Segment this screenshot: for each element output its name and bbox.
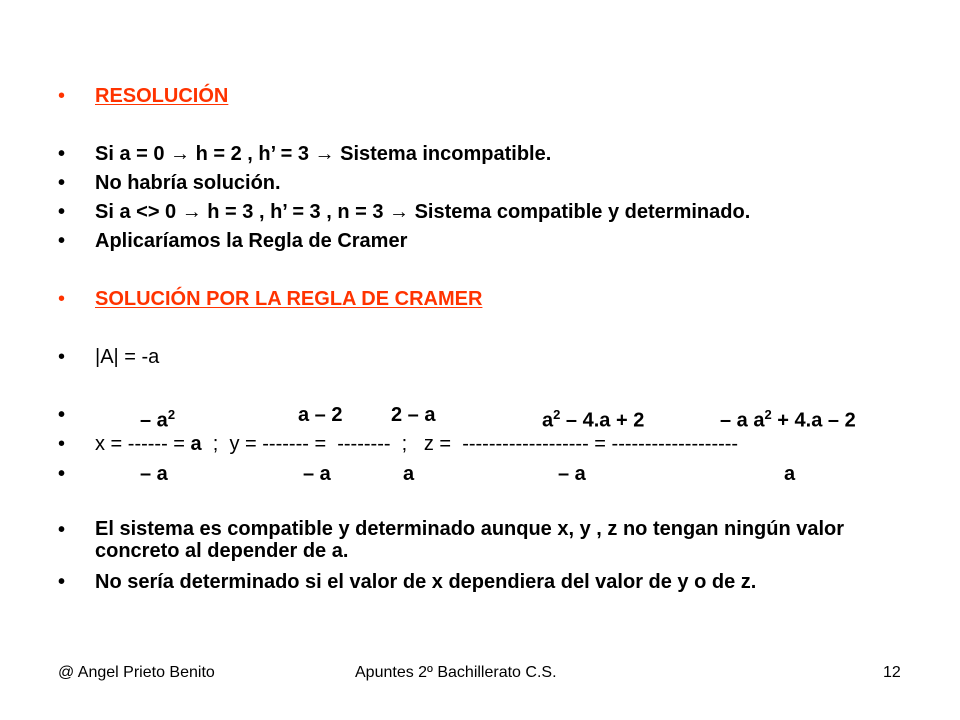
bullet: •: [58, 433, 66, 455]
bullet: •: [58, 346, 66, 368]
determinant-text: |A| = -a: [95, 346, 160, 368]
z-numerator: $a^2 - 4.a + 2$: [542, 407, 645, 432]
footer-page-number: 12: [883, 664, 901, 681]
x-denominator: – a: [140, 463, 168, 485]
footer-course: Apuntes 2º Bachillerato C.S.: [355, 664, 557, 681]
bullet: •: [58, 571, 66, 593]
bullet: •: [58, 172, 66, 194]
no-solution-text: No habría solución.: [95, 172, 281, 194]
conclusion-2-text: No sería determinado si el valor de x dependiera del valor de y o de z.: [95, 571, 757, 593]
bullet: •: [58, 288, 66, 310]
z-numerator-alt: – a $a^2 + 4.a - 2$: [720, 407, 856, 432]
numerators-row: [58, 403, 898, 432]
bullet: •: [58, 463, 66, 485]
y-numerator-alt: 2 – a: [391, 404, 436, 426]
x-value: a: [190, 433, 202, 455]
conclusion-1-text: El sistema es compatible y determinado aunque x, y , z no tengan ningún valor concreto al depender de a.: [95, 518, 845, 562]
y-denominator-alt: a: [403, 463, 415, 485]
apply-cramer-text: Aplicaríamos la Regla de Cramer: [95, 230, 408, 252]
y-denominator: – a: [303, 463, 331, 485]
z-denominator: – a: [558, 463, 586, 485]
z-denominator-alt: a: [784, 463, 796, 485]
heading-solucion: SOLUCIÓN POR LA REGLA DE CRAMER: [95, 288, 483, 310]
footer-author: @ Angel Prieto Benito: [58, 664, 215, 681]
bullet: •: [58, 519, 66, 541]
equation-text: x = ------ = a ; y = ------- = -------- ; z = ------------------- = -------------------: [95, 433, 739, 455]
bullet: •: [58, 85, 66, 107]
y-numerator: a – 2: [298, 404, 343, 426]
heading-resolucion: RESOLUCIÓN: [95, 85, 229, 107]
bullet: •: [58, 404, 66, 426]
bullet: •: [58, 201, 66, 223]
x-numerator: – $a^2$: [140, 407, 176, 432]
case-a-nonzero-text: Si a <> 0 → h = 3 , h’ = 3 , n = 3 → Sistema compatible y determinado.: [95, 201, 751, 223]
bullet: •: [58, 230, 66, 252]
case-a-zero-text: Si a = 0 → h = 2 , h’ = 3 → Sistema incompatible.: [95, 143, 552, 165]
bullet: •: [58, 143, 66, 165]
denominators-row: [58, 462, 898, 486]
